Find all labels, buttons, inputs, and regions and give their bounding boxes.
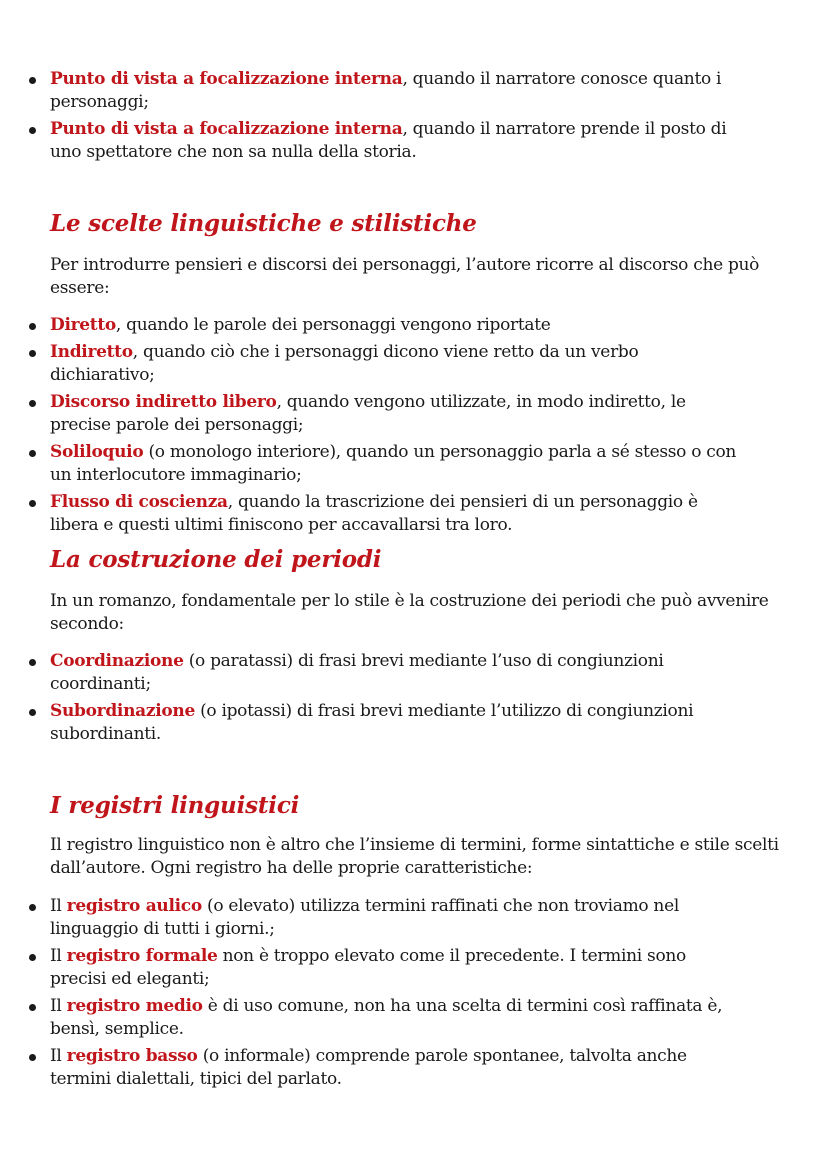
item-prefix: Il [50, 896, 67, 916]
item-text: (o monologo interiore), quando un personaggio parla a sé stesso o con un interlocutore immaginario; [50, 442, 737, 485]
item-prefix: Il [50, 996, 67, 1016]
section-heading: La costruzione dei periodi [50, 546, 382, 573]
item-text: (o ipotassi) di frasi brevi mediante l’utilizzo di congiunzioni subordinanti. [50, 701, 694, 744]
section1-list-block [50, 314, 810, 537]
item-text: (o paratassi) di frasi brevi mediante l’uso di congiunzioni coordinanti; [50, 651, 664, 694]
list-item [0, 995, 810, 1041]
list-item [0, 1045, 810, 1091]
section3-list-block [50, 895, 810, 1091]
keyword: Indiretto [50, 342, 133, 362]
keyword: Flusso di coscienza [50, 492, 228, 512]
keyword: registro formale [66, 946, 218, 966]
section3-list [0, 895, 810, 1091]
section-paragraph: Per introdurre pensieri e discorsi dei personaggi, l’autore ricorre al discorso che può essere: [50, 255, 760, 298]
section2-list-block [50, 650, 810, 746]
list-item [0, 491, 810, 537]
section-heading: I registri linguistici [50, 792, 300, 819]
item-text: (o elevato) utilizza termini raffinati che non troviamo nel linguaggio di tutti i giorni.; [50, 896, 679, 939]
item-text: , quando il narratore conosce quanto i personaggi; [50, 69, 722, 112]
list-item [0, 945, 810, 991]
list-item [0, 700, 810, 746]
item-prefix: Il [50, 946, 67, 966]
list-item [0, 314, 810, 337]
keyword: Soliloquio [50, 442, 144, 462]
item-text: , quando le parole dei personaggi vengono riportate [115, 315, 551, 335]
keyword: Punto di vista a focalizzazione interna [50, 119, 403, 139]
keyword: Discorso indiretto libero [50, 392, 277, 412]
section-heading: Le scelte linguistiche e stilistiche [50, 210, 477, 237]
item-prefix: Il [50, 1046, 67, 1066]
item-text: (o informale) comprende parole spontanee, talvolta anche termini dialettali, tipici del parlato. [50, 1046, 687, 1089]
list-item [0, 441, 810, 487]
item-text: , quando vengono utilizzate, in modo indiretto, le precise parole dei personaggi; [50, 392, 686, 435]
keyword: Diretto [50, 315, 116, 335]
item-text: non è troppo elevato come il precedente. I termini sono precisi ed eleganti; [50, 946, 686, 989]
section-paragraph: In un romanzo, fondamentale per lo stile è la costruzione dei periodi che può avvenire secondo: [50, 591, 769, 634]
list-item [0, 391, 810, 437]
list-item [0, 650, 810, 696]
keyword: registro medio [66, 996, 203, 1016]
item-text: , quando ciò che i personaggi dicono viene retto da un verbo dichiarativo; [50, 342, 639, 385]
item-text: , quando il narratore prende il posto di uno spettatore che non sa nulla della storia. [50, 119, 727, 162]
section-paragraph: Il registro linguistico non è altro che l’insieme di termini, forme sintattiche e stile scelti dall’autore. Ogni registro ha delle proprie caratteristiche: [50, 835, 779, 878]
item-text: , quando la trascrizione dei pensieri di un personaggio è libera e questi ultimi finiscono per accavallarsi tra loro. [50, 492, 698, 535]
keyword: registro basso [66, 1046, 198, 1066]
section2-list [0, 650, 810, 746]
list-item [0, 895, 810, 941]
intro-list [0, 68, 810, 164]
list-item [0, 118, 810, 164]
keyword: Coordinazione [50, 651, 184, 671]
keyword: registro aulico [66, 896, 202, 916]
keyword: Subordinazione [50, 701, 195, 721]
section1-list [0, 314, 810, 537]
list-item [0, 68, 810, 114]
item-text: è di uso comune, non ha una scelta di termini così raffinata è, bensì, semplice. [50, 996, 723, 1039]
keyword: Punto di vista a focalizzazione interna [50, 69, 403, 89]
list-item [0, 341, 810, 387]
intro-list-block [50, 68, 810, 164]
